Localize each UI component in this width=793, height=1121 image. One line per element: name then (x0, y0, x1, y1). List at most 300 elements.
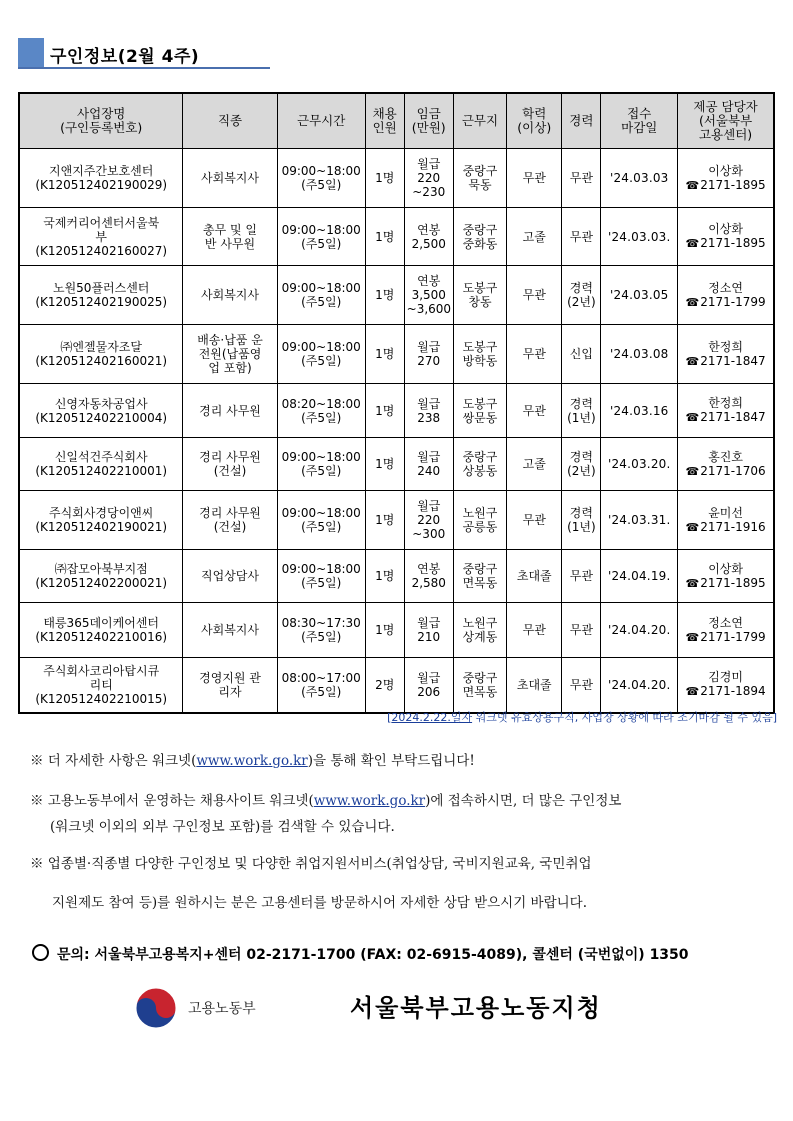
career-cell-text: 경력 (569, 396, 593, 411)
education-cell-text: 무관 (522, 171, 546, 185)
wage-cell (404, 384, 453, 438)
hours-cell-text: (주5일) (301, 295, 342, 309)
job-cell-text: 경리 사무원 (199, 403, 261, 418)
contact-phone-line (680, 684, 771, 699)
location-cell-text: 노원구 (462, 506, 498, 520)
notice-bracket: [ (387, 711, 392, 724)
location-cell (453, 149, 506, 208)
education-cell (507, 491, 562, 550)
wage-cell (404, 149, 453, 208)
contact-phone-line (680, 295, 771, 310)
column-header-text: (만원) (411, 120, 446, 135)
contact-cell (678, 325, 774, 384)
location-cell-text: 도봉구 (462, 281, 498, 295)
wage-cell (404, 208, 453, 266)
company-cell (19, 658, 183, 713)
location-cell (453, 550, 506, 603)
company-cell-text: 부 (95, 229, 107, 244)
info-paragraph-1 (30, 749, 475, 769)
phone-icon: ☎ (685, 576, 700, 590)
contact-name: 윤미선 (708, 505, 743, 520)
hours-cell-text: (주5일) (301, 520, 342, 534)
page-title: 구인정보(2월 4주) (50, 47, 200, 67)
job-cell-text: 배송·납품 운 (197, 333, 263, 347)
contact-text: 문의: 서울북부고용복지+센터 02-2171-1700 (FAX: 02-6915-4089), 콜센터 (국번없이) 1350 (57, 947, 689, 963)
job-cell-text: (건설) (213, 520, 247, 534)
education-cell-text: 무관 (522, 288, 546, 302)
column-header (562, 93, 601, 149)
hours-cell-text: 09:00~18:00 (281, 164, 361, 178)
wage-cell-text: ~3,600 (406, 302, 452, 316)
wage-cell-text: 월급 (417, 396, 441, 411)
column-header-text: 사업장명 (77, 106, 126, 121)
title-accent-bar (18, 38, 44, 68)
p2-text: ※ 고용노동부에서 운영하는 채용사이트 워크넷( (30, 793, 314, 809)
hours-cell-text: 09:00~18:00 (281, 281, 361, 295)
career-cell (562, 658, 601, 713)
company-cell-text: 신영자동차공업사 (54, 396, 148, 411)
location-cell (453, 603, 506, 658)
p1-text-end: )을 통해 확인 부탁드립니다! (307, 753, 475, 769)
company-cell (19, 603, 183, 658)
phone-icon: ☎ (685, 354, 700, 368)
contact-phone: 2171-1916 (700, 519, 766, 534)
contact-phone: 2171-1847 (700, 353, 766, 368)
deadline-cell: '24.03.20. (601, 438, 678, 491)
location-cell-text: 도봉구 (462, 396, 498, 411)
taegeuk-logo-icon (134, 986, 178, 1030)
job-cell-text: 리자 (218, 684, 242, 699)
contact-name: 한정희 (708, 396, 743, 410)
job-cell-text: 사회복지사 (201, 623, 259, 637)
hours-cell-text: (주5일) (301, 576, 342, 590)
headcount-cell: 1명 (365, 149, 404, 208)
contact-phone-line (680, 178, 771, 193)
location-cell-text: 공릉동 (462, 520, 498, 534)
location-cell (453, 208, 506, 266)
location-cell-text: 방학동 (462, 354, 498, 368)
deadline-cell: '24.04.19. (601, 550, 678, 603)
wage-cell (404, 266, 453, 325)
contact-phone-line (680, 410, 771, 425)
column-header (601, 93, 678, 149)
column-header-text: 마감일 (621, 120, 658, 135)
career-cell (562, 491, 601, 550)
table-row (19, 603, 774, 658)
company-cell (19, 266, 183, 325)
table-row (19, 266, 774, 325)
hours-cell-text: 09:00~18:00 (281, 506, 361, 520)
worknet-link-2[interactable]: www.work.go.kr (313, 793, 426, 809)
contact-cell (678, 384, 774, 438)
headcount-cell: 1명 (365, 438, 404, 491)
career-cell (562, 325, 601, 384)
table-row (19, 658, 774, 713)
contact-phone: 2171-1895 (700, 575, 766, 590)
wage-cell-text: 월급 (417, 157, 441, 171)
company-cell-text: 주식회사코리아탑시큐 (43, 663, 160, 678)
hours-cell-text: 08:00~17:00 (281, 670, 361, 685)
hours-cell (277, 550, 365, 603)
company-cell-text: (K120512402210004) (35, 410, 168, 425)
location-cell-text: 면목동 (462, 576, 498, 590)
job-cell (183, 325, 277, 384)
location-cell-text: 상봉동 (462, 464, 498, 478)
table-row (19, 550, 774, 603)
phone-icon: ☎ (685, 464, 700, 478)
education-cell (507, 266, 562, 325)
column-header-text: 고용센터) (698, 127, 753, 142)
contact-phone: 2171-1799 (700, 629, 766, 644)
column-header-text: 근무시간 (297, 113, 346, 128)
headcount-cell: 1명 (365, 550, 404, 603)
location-cell-text: 중랑구 (462, 450, 498, 464)
column-header (183, 93, 277, 149)
job-cell (183, 149, 277, 208)
career-cell-text: (2년) (567, 295, 596, 309)
job-cell-text: 전원(납품영 (198, 347, 262, 361)
headcount-cell: 1명 (365, 208, 404, 266)
hours-cell-text: 08:30~17:30 (281, 616, 361, 630)
career-cell-text: 경력 (569, 450, 593, 464)
location-cell-text: 창동 (468, 295, 492, 309)
hours-cell-text: (주5일) (301, 684, 342, 699)
info-paragraph-3: ※ 업종별·직종별 다양한 구인정보 및 다양한 취업지원서비스(취업상담, 국비지원교육, 국민취업 (30, 856, 592, 872)
worknet-link-1[interactable]: www.work.go.kr (196, 753, 308, 769)
location-cell-text: 묵동 (468, 178, 492, 192)
job-cell-text: 업 포함) (208, 361, 252, 375)
career-cell-text: 신입 (569, 347, 593, 361)
hours-cell (277, 438, 365, 491)
notice-date: 2024.2.22.일자 (391, 711, 473, 724)
education-cell (507, 603, 562, 658)
hours-cell-text: 09:00~18:00 (281, 562, 361, 576)
contact-name: 이상화 (708, 561, 743, 576)
wage-cell-text: 월급 (417, 670, 441, 685)
office-name: 서울북부고용노동지청 (350, 994, 602, 1022)
career-cell (562, 208, 601, 266)
hours-cell (277, 208, 365, 266)
table-row (19, 384, 774, 438)
column-header (404, 93, 453, 149)
headcount-cell: 1명 (365, 325, 404, 384)
company-cell-text: 리티 (89, 677, 113, 692)
hours-cell (277, 658, 365, 713)
company-cell-text: ㈜잡모아북부지점 (54, 562, 148, 576)
location-cell (453, 658, 506, 713)
company-cell-text: (K120512402190021) (35, 520, 168, 534)
education-cell (507, 384, 562, 438)
wage-cell-text: ~300 (412, 527, 446, 541)
deadline-cell: '24.03.16 (601, 384, 678, 438)
hours-cell (277, 266, 365, 325)
contact-name: 이상화 (708, 163, 743, 178)
career-cell (562, 384, 601, 438)
job-cell (183, 491, 277, 550)
contact-name: 한정희 (708, 339, 743, 354)
wage-cell-text: 월급 (417, 499, 441, 513)
education-cell (507, 149, 562, 208)
phone-icon: ☎ (685, 520, 700, 534)
table-row (19, 149, 774, 208)
table-header-row (19, 93, 774, 149)
location-cell-text: 면목동 (462, 684, 498, 699)
page-title-block (18, 38, 270, 68)
contact-cell (678, 550, 774, 603)
info-paragraph-2 (30, 789, 621, 809)
location-cell-text: 상계동 (462, 630, 498, 644)
contact-line (32, 944, 689, 964)
deadline-cell: '24.03.03. (601, 208, 678, 266)
location-cell-text: 중랑구 (462, 222, 498, 237)
company-cell (19, 491, 183, 550)
deadline-cell: '24.04.20. (601, 603, 678, 658)
job-cell-text: 사회복지사 (201, 171, 259, 185)
wage-cell-text: 연봉 (417, 222, 441, 237)
wage-cell-text: 연봉 (417, 274, 441, 288)
contact-phone-line (680, 630, 771, 645)
deadline-cell: '24.03.08 (601, 325, 678, 384)
education-cell (507, 438, 562, 491)
info-paragraph-3-line-2: 지원제도 참여 등)를 원하시는 분은 고용센터를 방문하시어 자세한 상담 받으시기 바랍니다. (52, 895, 587, 911)
hours-cell-text: (주5일) (301, 354, 342, 368)
location-cell (453, 438, 506, 491)
deadline-cell: '24.03.03 (601, 149, 678, 208)
company-cell-text: (K120512402200021) (35, 576, 168, 590)
company-cell-text: 태릉365데이케어센터 (43, 616, 160, 630)
job-listings-table (18, 92, 775, 714)
company-cell (19, 550, 183, 603)
contact-phone-line (680, 354, 771, 369)
column-header-text: 경력 (569, 113, 594, 128)
location-cell (453, 266, 506, 325)
column-header-text: (서울북부 (698, 113, 753, 128)
wage-cell-text: 270 (417, 354, 441, 368)
company-cell-text: (K120512402190029) (35, 178, 168, 192)
company-cell-text: (K120512402160021) (35, 354, 168, 368)
column-header-text: 직종 (217, 113, 243, 128)
career-cell-text: 무관 (569, 229, 593, 244)
education-cell-text: 무관 (522, 513, 546, 527)
contact-phone: 2171-1895 (700, 236, 766, 250)
hours-cell (277, 603, 365, 658)
education-cell-text: 고졸 (522, 457, 546, 471)
contact-cell (678, 438, 774, 491)
career-cell (562, 603, 601, 658)
wage-cell-text: 206 (417, 684, 441, 699)
contact-cell (678, 208, 774, 266)
wage-cell-text: 2,580 (411, 576, 446, 590)
contact-cell (678, 658, 774, 713)
contact-phone: 2171-1799 (700, 294, 766, 309)
career-cell-text: 무관 (569, 677, 593, 692)
headcount-cell: 1명 (365, 266, 404, 325)
table-row (19, 491, 774, 550)
company-cell-text: 신일석건주식회사 (54, 450, 148, 464)
table-row (19, 438, 774, 491)
job-cell-text: 반 사무원 (204, 236, 256, 251)
education-cell-text: 무관 (522, 623, 546, 637)
location-cell (453, 384, 506, 438)
wage-cell-text: 월급 (417, 616, 441, 630)
job-cell-text: 직업상담사 (201, 569, 259, 583)
column-header (678, 93, 774, 149)
deadline-cell: '24.04.20. (601, 658, 678, 713)
contact-name: 이상화 (708, 222, 743, 236)
company-cell (19, 384, 183, 438)
column-header-text: (이상) (517, 120, 552, 135)
location-cell-text: 중랑구 (462, 164, 498, 178)
career-cell-text: (1년) (567, 410, 596, 425)
job-cell (183, 550, 277, 603)
job-cell-text: 경영지원 관 (199, 670, 261, 685)
wage-cell-text: 220 (417, 513, 441, 527)
column-header-text: 인원 (372, 120, 397, 135)
phone-icon: ☎ (685, 178, 700, 192)
career-cell-text: 경력 (569, 281, 593, 295)
headcount-cell: 1명 (365, 384, 404, 438)
contact-phone: 2171-1894 (700, 684, 766, 699)
career-cell (562, 550, 601, 603)
contact-phone: 2171-1847 (700, 410, 766, 424)
hours-cell-text: 09:00~18:00 (281, 222, 361, 237)
ministry-name: 고용노동부 (188, 1001, 256, 1017)
phone-icon: ☎ (685, 411, 700, 424)
headcount-cell: 2명 (365, 658, 404, 713)
education-cell (507, 325, 562, 384)
hours-cell-text: (주5일) (301, 630, 342, 644)
job-cell (183, 266, 277, 325)
wage-cell-text: 월급 (417, 450, 441, 464)
column-header-text: 접수 (627, 106, 652, 121)
contact-name: 홍진호 (708, 449, 743, 464)
wage-cell-text: 210 (417, 630, 441, 644)
column-header-text: 근무지 (461, 113, 499, 128)
phone-icon: ☎ (685, 685, 700, 699)
hours-cell (277, 491, 365, 550)
column-header-text: 제공 담당자 (693, 99, 758, 114)
location-cell-text: 중화동 (462, 236, 498, 251)
info-paragraph-2-line-2: (워크넷 이외의 외부 구인정보 포함)를 검색할 수 있습니다. (50, 819, 395, 835)
wage-cell (404, 438, 453, 491)
job-cell-text: 경리 사무원 (199, 450, 261, 464)
wage-cell-text: 240 (417, 464, 441, 478)
company-cell-text: 지앤지주간보호센터 (49, 164, 154, 178)
column-header (365, 93, 404, 149)
company-cell (19, 149, 183, 208)
job-cell-text: 총무 및 일 (203, 222, 258, 237)
career-cell-text: (2년) (567, 464, 596, 478)
job-cell (183, 438, 277, 491)
job-cell-text: (건설) (213, 464, 247, 478)
p2-text-end: )에 접속하시면, 더 많은 구인정보 (425, 793, 622, 809)
contact-cell (678, 603, 774, 658)
job-cell-text: 경리 사무원 (199, 506, 261, 520)
column-header-text: 학력 (522, 106, 547, 121)
career-cell-text: (1년) (567, 520, 596, 534)
hours-cell-text: (주5일) (301, 236, 342, 251)
education-cell (507, 658, 562, 713)
company-cell-text: (K120512402160027) (35, 243, 168, 258)
career-cell-text: 경력 (569, 506, 593, 520)
wage-cell (404, 658, 453, 713)
column-header (507, 93, 562, 149)
hours-cell-text: 09:00~18:00 (281, 340, 361, 354)
company-cell-text: (K120512402190025) (35, 295, 168, 309)
column-header (453, 93, 506, 149)
wage-cell-text: 월급 (417, 340, 441, 354)
company-cell-text: ㈜엔젤물자조달 (60, 340, 142, 354)
headcount-cell: 1명 (365, 491, 404, 550)
hours-cell (277, 149, 365, 208)
company-cell-text: 노원50플러스센터 (52, 281, 150, 295)
education-cell-text: 무관 (522, 403, 546, 418)
hours-cell-text: (주5일) (301, 464, 342, 478)
location-cell (453, 491, 506, 550)
wage-cell-text: 238 (417, 410, 441, 425)
career-cell (562, 438, 601, 491)
location-cell-text: 노원구 (462, 616, 498, 630)
education-cell (507, 550, 562, 603)
education-cell-text: 무관 (522, 347, 546, 361)
contact-cell (678, 491, 774, 550)
phone-icon: ☎ (685, 237, 700, 250)
contact-cell (678, 266, 774, 325)
company-cell (19, 438, 183, 491)
contact-phone-line (680, 576, 771, 591)
deadline-cell: '24.03.05 (601, 266, 678, 325)
company-cell-text: (K120512402210016) (35, 630, 168, 644)
table-row (19, 325, 774, 384)
column-header-text: (구인등록번호) (60, 120, 143, 135)
job-cell (183, 384, 277, 438)
contact-phone: 2171-1706 (700, 463, 766, 478)
hours-cell-text: (주5일) (301, 410, 342, 425)
career-cell-text: 무관 (569, 569, 593, 583)
location-cell-text: 중랑구 (462, 562, 498, 576)
company-cell-text: (K120512402210001) (35, 464, 168, 478)
location-cell (453, 325, 506, 384)
hours-cell (277, 384, 365, 438)
company-cell (19, 325, 183, 384)
wage-cell-text: 3,500 (411, 288, 446, 302)
headcount-cell: 1명 (365, 603, 404, 658)
location-cell-text: 쌍문동 (462, 410, 498, 425)
company-cell-text: 주식회사경당이앤씨 (49, 506, 154, 520)
wage-cell-text: 연봉 (417, 562, 441, 576)
column-header-text: 채용 (372, 106, 397, 121)
column-header (19, 93, 183, 149)
education-cell (507, 208, 562, 266)
contact-name: 정소연 (708, 615, 743, 630)
contact-phone-line (680, 464, 771, 479)
phone-icon: ☎ (685, 295, 700, 309)
education-cell-text: 고졸 (522, 229, 546, 244)
hours-cell-text: 08:20~18:00 (281, 396, 361, 411)
phone-icon: ☎ (685, 630, 700, 644)
contact-phone-line (680, 236, 771, 251)
career-cell (562, 149, 601, 208)
hours-cell (277, 325, 365, 384)
company-cell-text: (K120512402210015) (35, 691, 168, 706)
location-cell-text: 중랑구 (462, 670, 498, 685)
company-cell-text: 국제커리어센터서울북 (43, 215, 160, 230)
contact-cell (678, 149, 774, 208)
wage-cell-text: ~230 (412, 185, 446, 199)
table-row (19, 208, 774, 266)
hours-cell-text: 09:00~18:00 (281, 450, 361, 464)
wage-cell (404, 550, 453, 603)
